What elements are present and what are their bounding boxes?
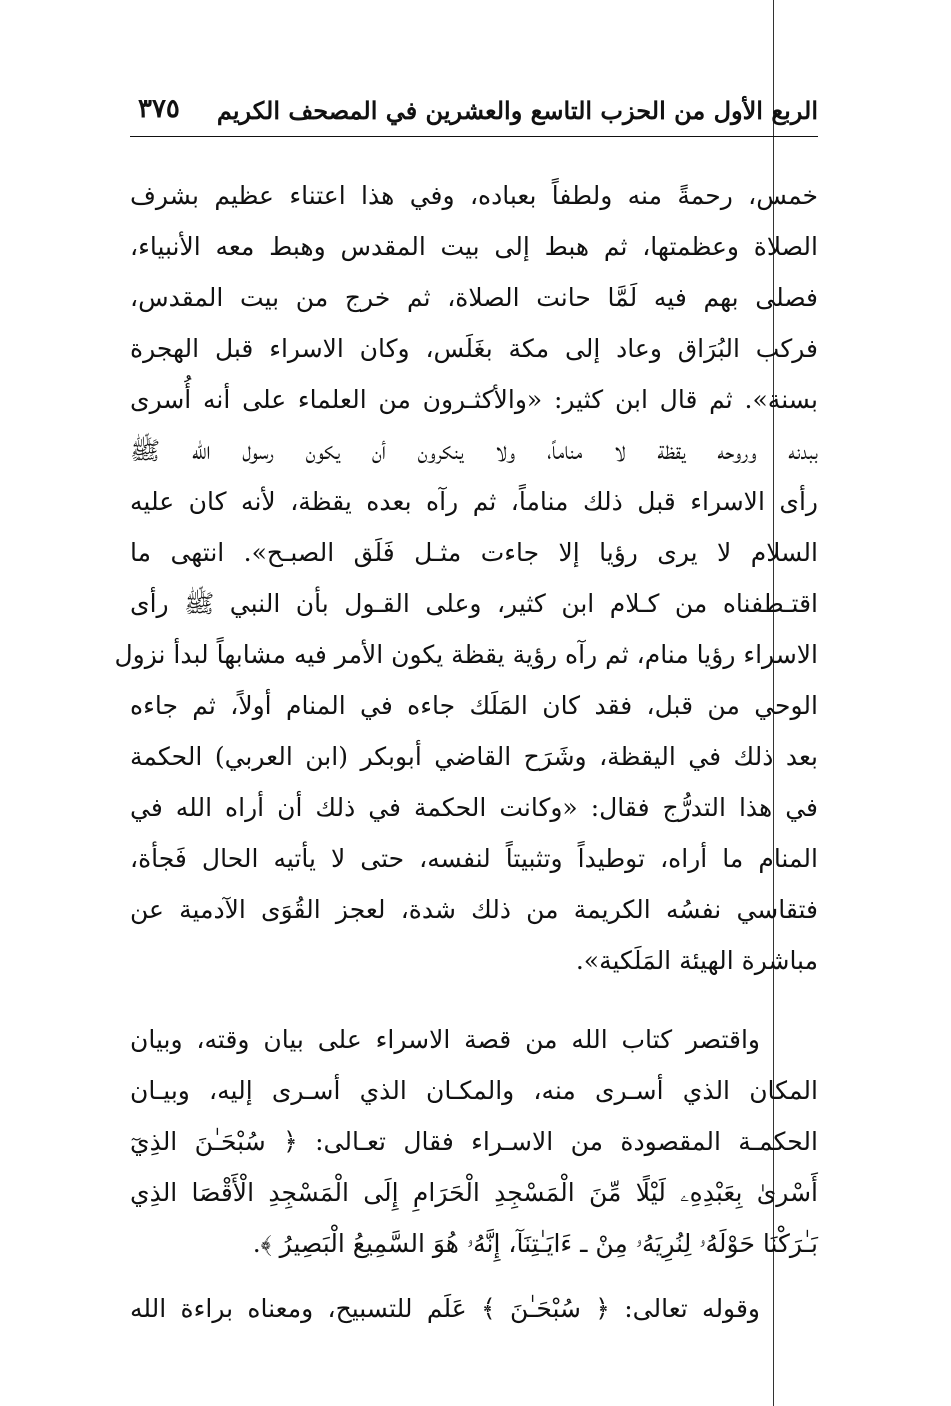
text-line: المنام ما أراه، توطيداً وتثبيتاً لنفسه، حتى لا يأتيه الحال فَجأة، xyxy=(130,844,818,873)
text-line: ببدنه وروحه يقظة لا مناماً، ولا ينكرون أن يكون رسول الله ﷺ xyxy=(130,436,818,465)
text-line: فصلى بهم فيه لَمَّا حانت الصلاة، ثم خرج من بيت المقدس، xyxy=(130,283,818,312)
text-line: الصلاة وعظمتها، ثم هبط إلى بيت المقدس وهبط معه الأنبياء، xyxy=(130,232,818,261)
text-line: مباشرة الهيئة المَلَكية». xyxy=(575,946,818,975)
text-line: الاسراء رؤيا منام، ثم رآه رؤية يقظة يكون الأمر فيه مشابهاً لبدأ نزول xyxy=(114,640,818,669)
body-text xyxy=(114,170,818,1334)
text-line: فتقاسي نفسُه الكريمة من ذلك شدة، لعجز القُوَى الآدمية عن xyxy=(130,895,818,924)
header-rule xyxy=(130,136,818,137)
paragraph-2 xyxy=(130,1014,818,1269)
quran-verse-line: الحكمـة المقصودة من الاسـراء فقال تعـالى: ﴿ سُبْحَـٰنَ الذِيٓ xyxy=(130,1127,818,1156)
text-line: واقتصر كتاب الله من قصة الاسراء على بيان وقته، وبيان xyxy=(130,1025,760,1054)
text-line: بعد ذلك في اليقظة، وشَرَح القاضي أبوبكر (ابن العربي) الحكمة xyxy=(130,742,818,771)
running-title: الربع الأول من الحزب التاسع والعشرين في المصحف الكريم xyxy=(216,96,818,125)
quran-verse-line: أَسْرىٰ بِعَبْدِهِۦ لَيْلًا مِّنَ الْمَسْجِدِ الْحَرَامِ إِلَى الْمَسْجِدِ الْأَقْصَا الذِي xyxy=(130,1178,818,1207)
paragraph-gap xyxy=(130,1269,818,1283)
text-line: بسنة». ثم قال ابن كثير: «والأكثـرون من العلماء على أنه أُسرى xyxy=(130,385,818,414)
text-line: فركب البُرَاق وعاد إلى مكة بغَلَس، وكان الاسراء قبل الهجرة xyxy=(130,334,818,363)
text-line: الوحي من قبل، فقد كان المَلَك جاءه في المنام أولاً، ثم جاءه xyxy=(130,691,818,720)
page-header xyxy=(130,92,818,132)
text-line: وقوله تعالى: ﴿ سُبْحَـٰنَ ﴾ عَلَم للتسبيح، ومعناه براءة الله xyxy=(130,1294,760,1323)
paragraph-1 xyxy=(114,170,818,986)
text-line: السلام لا يرى رؤيا إلا جاءت مثـل فَلَق الصبـح». انتهى ما xyxy=(130,538,818,567)
text-line: رأى الاسراء قبل ذلك مناماً، ثم رآه بعده يقظة، لأنه كان عليه xyxy=(130,487,818,516)
text-line: المكان الذي أسـرى منه، والمكـان الذي أسـرى إليه، وبيـان xyxy=(130,1076,818,1105)
page-number: ٣٧٥ xyxy=(138,94,180,124)
text-line: اقتـطفناه من كـلام ابن كثير، وعلى القـول بأن النبي ﷺ رأى xyxy=(130,589,818,618)
text-line: في هذا التدرُّج فقال: «وكانت الحكمة في ذلك أن أراه الله في xyxy=(130,793,818,822)
paragraph-3 xyxy=(130,1283,818,1334)
paragraph-gap xyxy=(130,986,818,1014)
quran-verse-line: بَـٰرَكْنَا حَوْلَهُۥ لِنُرِيَهُۥ مِنْ ـ ءَايَـٰتِنَآ، إِنَّهُۥ هُوَ السَّمِيعُ الْبَصِيرُ ﴾. xyxy=(252,1229,818,1258)
text-line: خمس، رحمةً منه ولطفاً بعباده، وفي هذا اعتناء عظيم بشرف xyxy=(130,181,818,210)
